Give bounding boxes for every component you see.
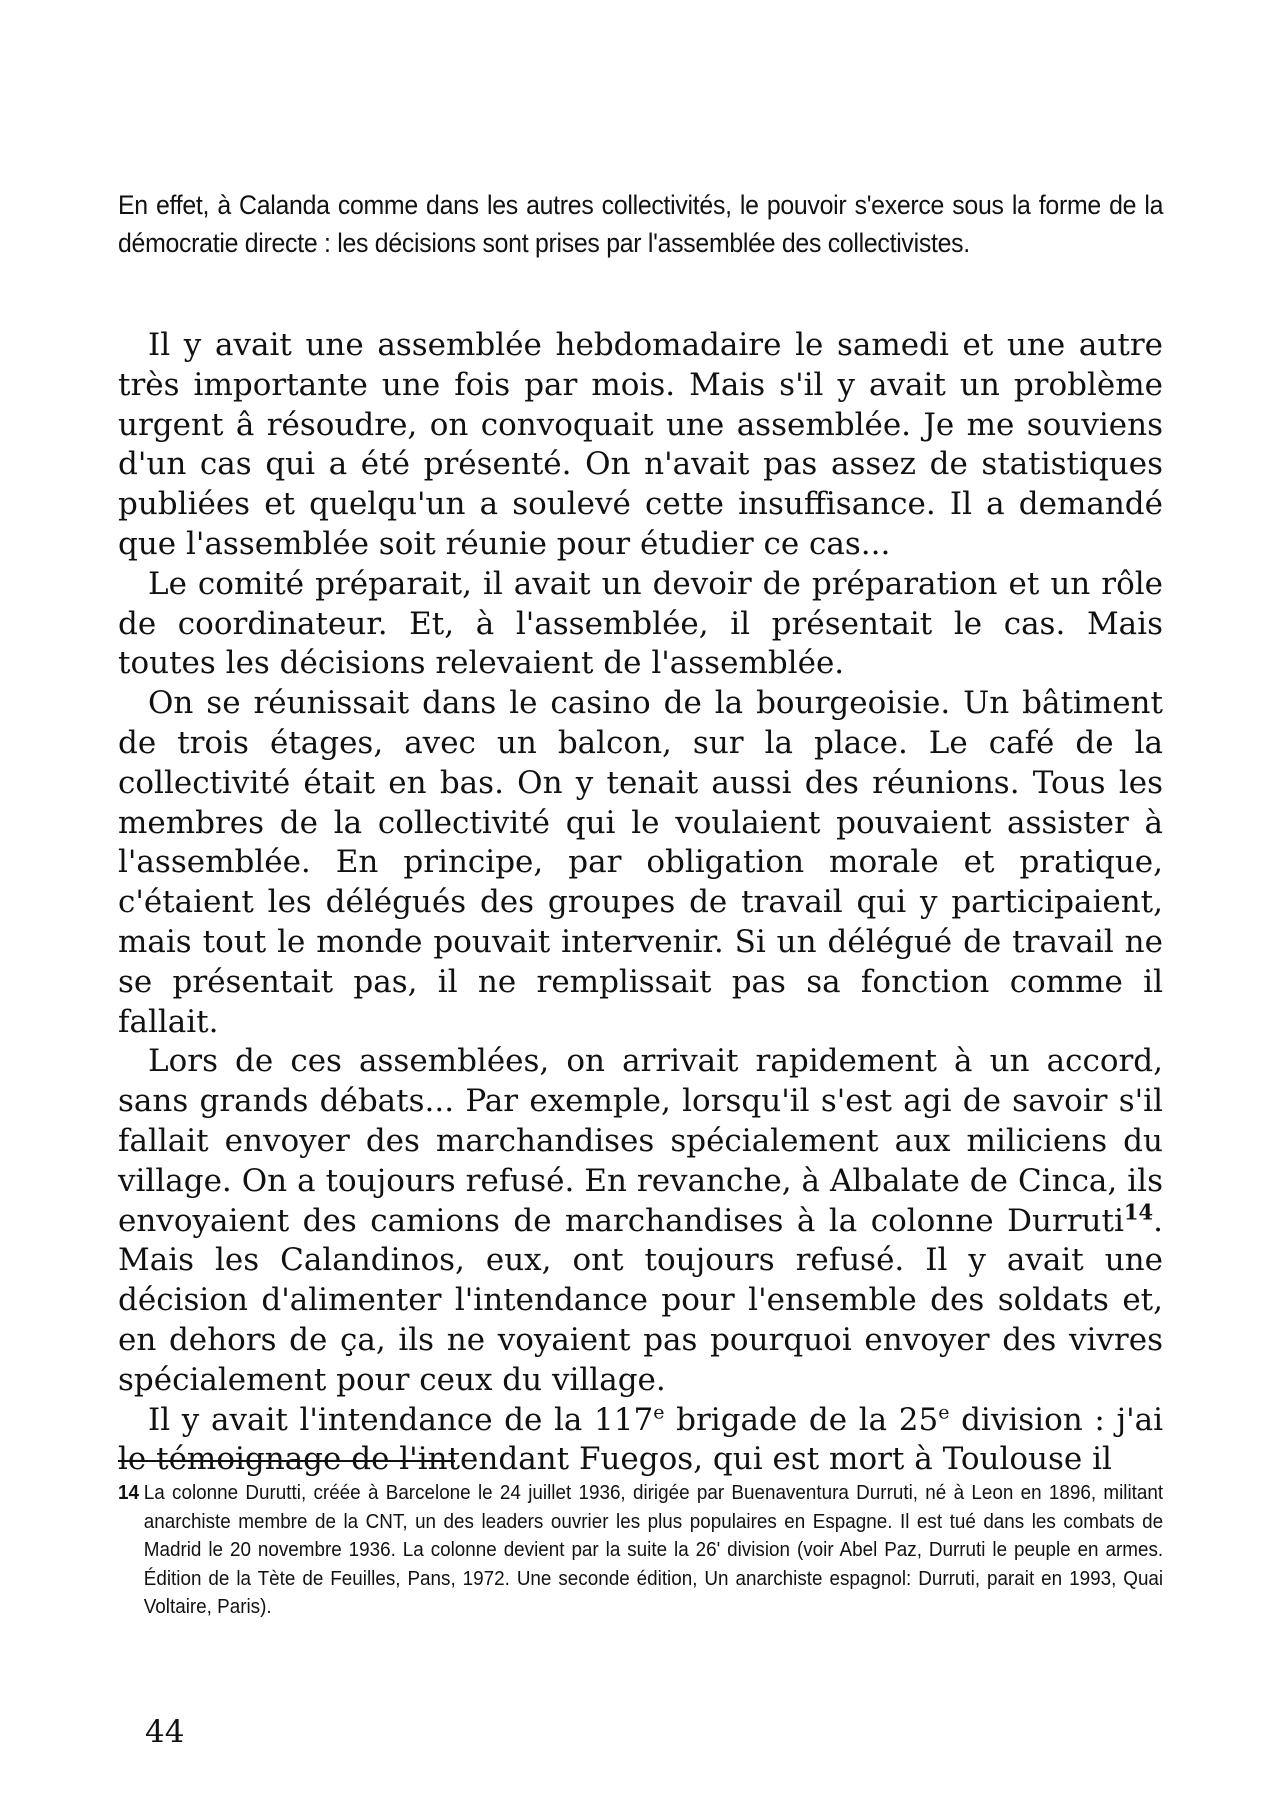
paragraph-text: . Mais les Calandinos, eux, ont toujours refusé. Il y avait une décision d'alimenter l'intendance pour l'ensemble des soldats et, en dehors de ça, ils ne voyaient pas pourquoi envoyer des vivres spécialement pour ceux du village. xyxy=(118,1202,1163,1398)
page-number: 44 xyxy=(145,1714,185,1750)
paragraph-text: Lors de ces assemblées, on arrivait rapidement à un accord, sans grands débats... Par exemple, lorsqu'il s'est agi de savoir s'il fallait envoyer des marchandises spécialement aux miliciens du village. On a toujours refusé. En revanche, à Albalate de Cinca, ils envoyaient des camions de marchandises à la colonne Durruti xyxy=(118,1043,1163,1239)
paragraph xyxy=(118,1401,1163,1481)
footnote-reference[interactable]: 14 xyxy=(1123,1199,1154,1225)
paragraph: On se réunissait dans le casino de la bourgeoisie. Un bâtiment de trois étages, avec un balcon, sur la place. Le café de la collectivité était en bas. On y tenait aussi des réunions. Tous les membres de la collectivité qui le voulaient pouvaient assister à l'assemblée. En principe, par obligation morale et pratique, c'étaient les délégués des groupes de travail qui y participaient, mais tout le monde pouvait intervenir. Si un délégué de travail ne se présentait pas, il ne remplissait pas sa fonction comme il fallait. xyxy=(118,685,1163,1040)
paragraph-text: brigade de la 25 xyxy=(664,1401,939,1438)
paragraph-text: division : j'ai le témoignage de l'intendant Fuegos, qui est mort à Toulouse il xyxy=(118,1401,1163,1478)
superscript: e xyxy=(938,1401,950,1424)
footnote-number: 14 xyxy=(118,1481,139,1504)
footnote-text: La colonne Durutti, créée à Barcelone le 24 juillet 1936, dirigée par Buenaventura Durruti, né à Leon en 1896, militant anarchiste membre de la CNT, un des leaders ouvrier les plus populaires en Espagne. Il est tué dans les combats de Madrid le 20 novembre 1936. La colonne devient par la suite la 26' division (voir Abel Paz, Durruti le peuple en armes. Édition de la Tète de Feuilles, Pans, 1972. Une seconde édition, Un anarchiste espagnol: Durruti, parait en 1993, Quai Voltaire, Paris). xyxy=(143,1481,1164,1618)
paragraph-text: Il y avait l'intendance de la 117 xyxy=(148,1401,654,1438)
footnote-divider xyxy=(118,1460,455,1462)
superscript: e xyxy=(653,1401,665,1424)
paragraph xyxy=(118,1042,1163,1400)
paragraph: Le comité préparait, il avait un devoir de préparation et un rôle de coordinateur. Et, à l'assemblée, il présentait le cas. Mais toutes les décisions relevaient de l'assemblée. xyxy=(118,565,1163,682)
paragraph: Il y avait une assemblée hebdomadaire le samedi et une autre très importante une fois par mois. Mais s'il y avait un problème urgent â résoudre, on convoquait une assemblée. Je me souviens d'un cas qui a été présenté. On n'avait pas assez de statistiques publiées et quelqu'un a soulevé cette insuffisance. Il a demandé que l'assemblée soit réunie pour étudier ce cas... xyxy=(118,327,1163,562)
intro-paragraph: En effet, à Calanda comme dans les autres collectivités, le pouvoir s'exerce sous la forme de la démocratie directe : les décisions sont prises par l'assemblée des collectivistes. xyxy=(118,190,1164,258)
footnote xyxy=(118,1479,1163,1622)
main-text xyxy=(118,326,1163,1480)
